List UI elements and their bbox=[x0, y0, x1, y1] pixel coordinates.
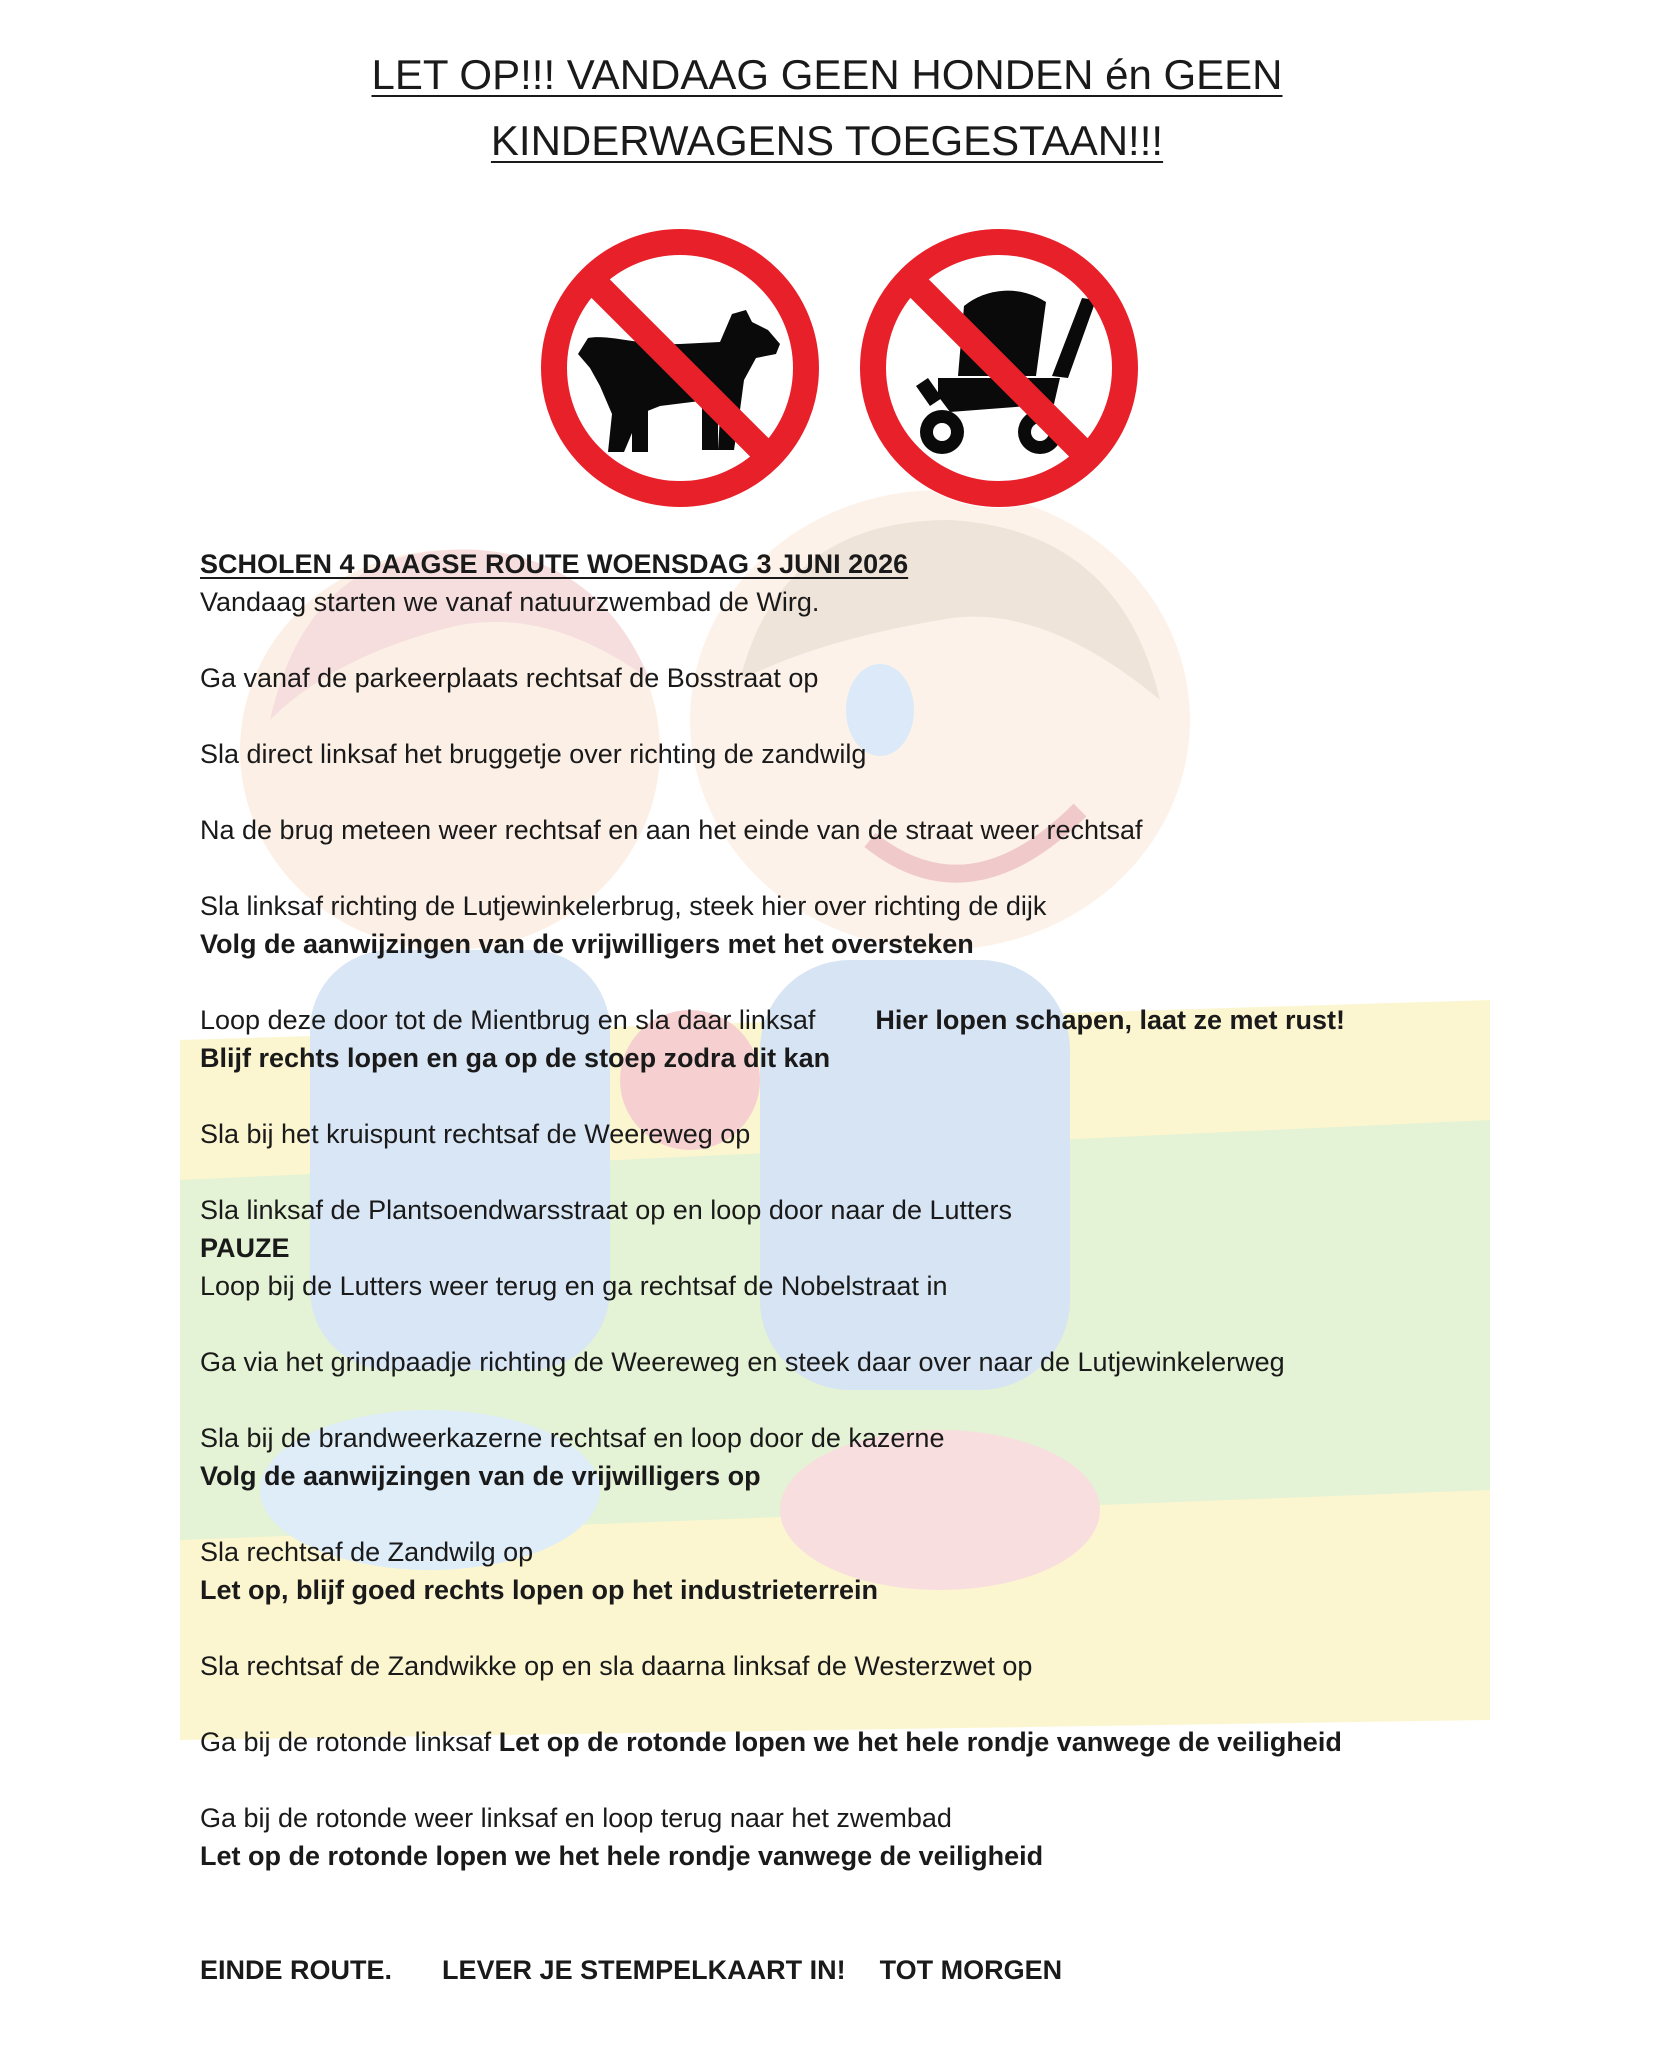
route-step: Ga vanaf de parkeerplaats rechtsaf de Bosstraat op bbox=[200, 663, 819, 693]
warning-heading-line-2: KINDERWAGENS TOEGESTAAN!!! bbox=[490, 117, 1164, 164]
route-step: Loop bij de Lutters weer terug en ga rechtsaf de Nobelstraat in bbox=[200, 1271, 948, 1301]
route-step bbox=[200, 1001, 1500, 1039]
route-title: SCHOLEN 4 DAAGSE ROUTE WOENSDAG 3 JUNI 2026 bbox=[200, 549, 909, 579]
route-step: Ga via het grindpaadje richting de Weereweg en steek daar over naar de Lutjewinkelerweg bbox=[200, 1347, 1285, 1377]
warning-heading bbox=[0, 42, 1654, 174]
route-note: Volg de aanwijzingen van de vrijwilligers op bbox=[200, 1461, 761, 1491]
prohibition-signs bbox=[0, 218, 1654, 518]
route-step bbox=[200, 1723, 1500, 1761]
route-step: Sla linksaf de Plantsoendwarsstraat op en loop door naar de Lutters bbox=[200, 1195, 1013, 1225]
route-step: Ga bij de rotonde weer linksaf en loop terug naar het zwembad bbox=[200, 1803, 952, 1833]
see-you-tomorrow-label: TOT MORGEN bbox=[879, 1955, 1063, 1985]
route-step: Sla direct linksaf het bruggetje over richting de zandwilg bbox=[200, 739, 867, 769]
route-intro: Vandaag starten we vanaf natuurzwembad de Wirg. bbox=[200, 587, 820, 617]
route-description bbox=[200, 545, 1500, 1989]
route-note: Let op, blijf goed rechts lopen op het industrieterrein bbox=[200, 1575, 879, 1605]
route-step: Sla rechtsaf de Zandwikke op en sla daarna linksaf de Westerzwet op bbox=[200, 1651, 1033, 1681]
no-dogs-sign-icon bbox=[520, 218, 840, 518]
stamp-card-label: LEVER JE STEMPELKAART IN! bbox=[442, 1955, 846, 1985]
route-footer bbox=[200, 1951, 1500, 1989]
route-note: Let op de rotonde lopen we het hele rondje vanwege de veiligheid bbox=[200, 1841, 1044, 1871]
sheep-warning: Hier lopen schapen, laat ze met rust! bbox=[875, 1005, 1346, 1035]
roundabout-warning: Let op de rotonde lopen we het hele rondje vanwege de veiligheid bbox=[498, 1727, 1342, 1757]
route-step: Sla bij het kruispunt rechtsaf de Weereweg op bbox=[200, 1119, 751, 1149]
route-step: Sla bij de brandweerkazerne rechtsaf en loop door de kazerne bbox=[200, 1423, 945, 1453]
pause-label: PAUZE bbox=[200, 1233, 290, 1263]
route-note: Blijf rechts lopen en ga op de stoep zodra dit kan bbox=[200, 1043, 831, 1073]
route-step: Sla rechtsaf de Zandwilg op bbox=[200, 1537, 534, 1567]
route-note: Volg de aanwijzingen van de vrijwilligers met het oversteken bbox=[200, 929, 974, 959]
warning-heading-line-1: LET OP!!! VANDAAG GEEN HONDEN én GEEN bbox=[371, 51, 1283, 98]
no-strollers-sign-icon bbox=[846, 218, 1152, 518]
end-route-label: EINDE ROUTE. bbox=[200, 1955, 393, 1985]
route-step: Na de brug meteen weer rechtsaf en aan het einde van de straat weer rechtsaf bbox=[200, 815, 1143, 845]
route-step-text: Loop deze door tot de Mientbrug en sla daar linksaf bbox=[200, 1005, 816, 1035]
route-step: Sla linksaf richting de Lutjewinkelerbrug, steek hier over richting de dijk bbox=[200, 891, 1047, 921]
route-step-text: Ga bij de rotonde linksaf bbox=[200, 1727, 499, 1757]
